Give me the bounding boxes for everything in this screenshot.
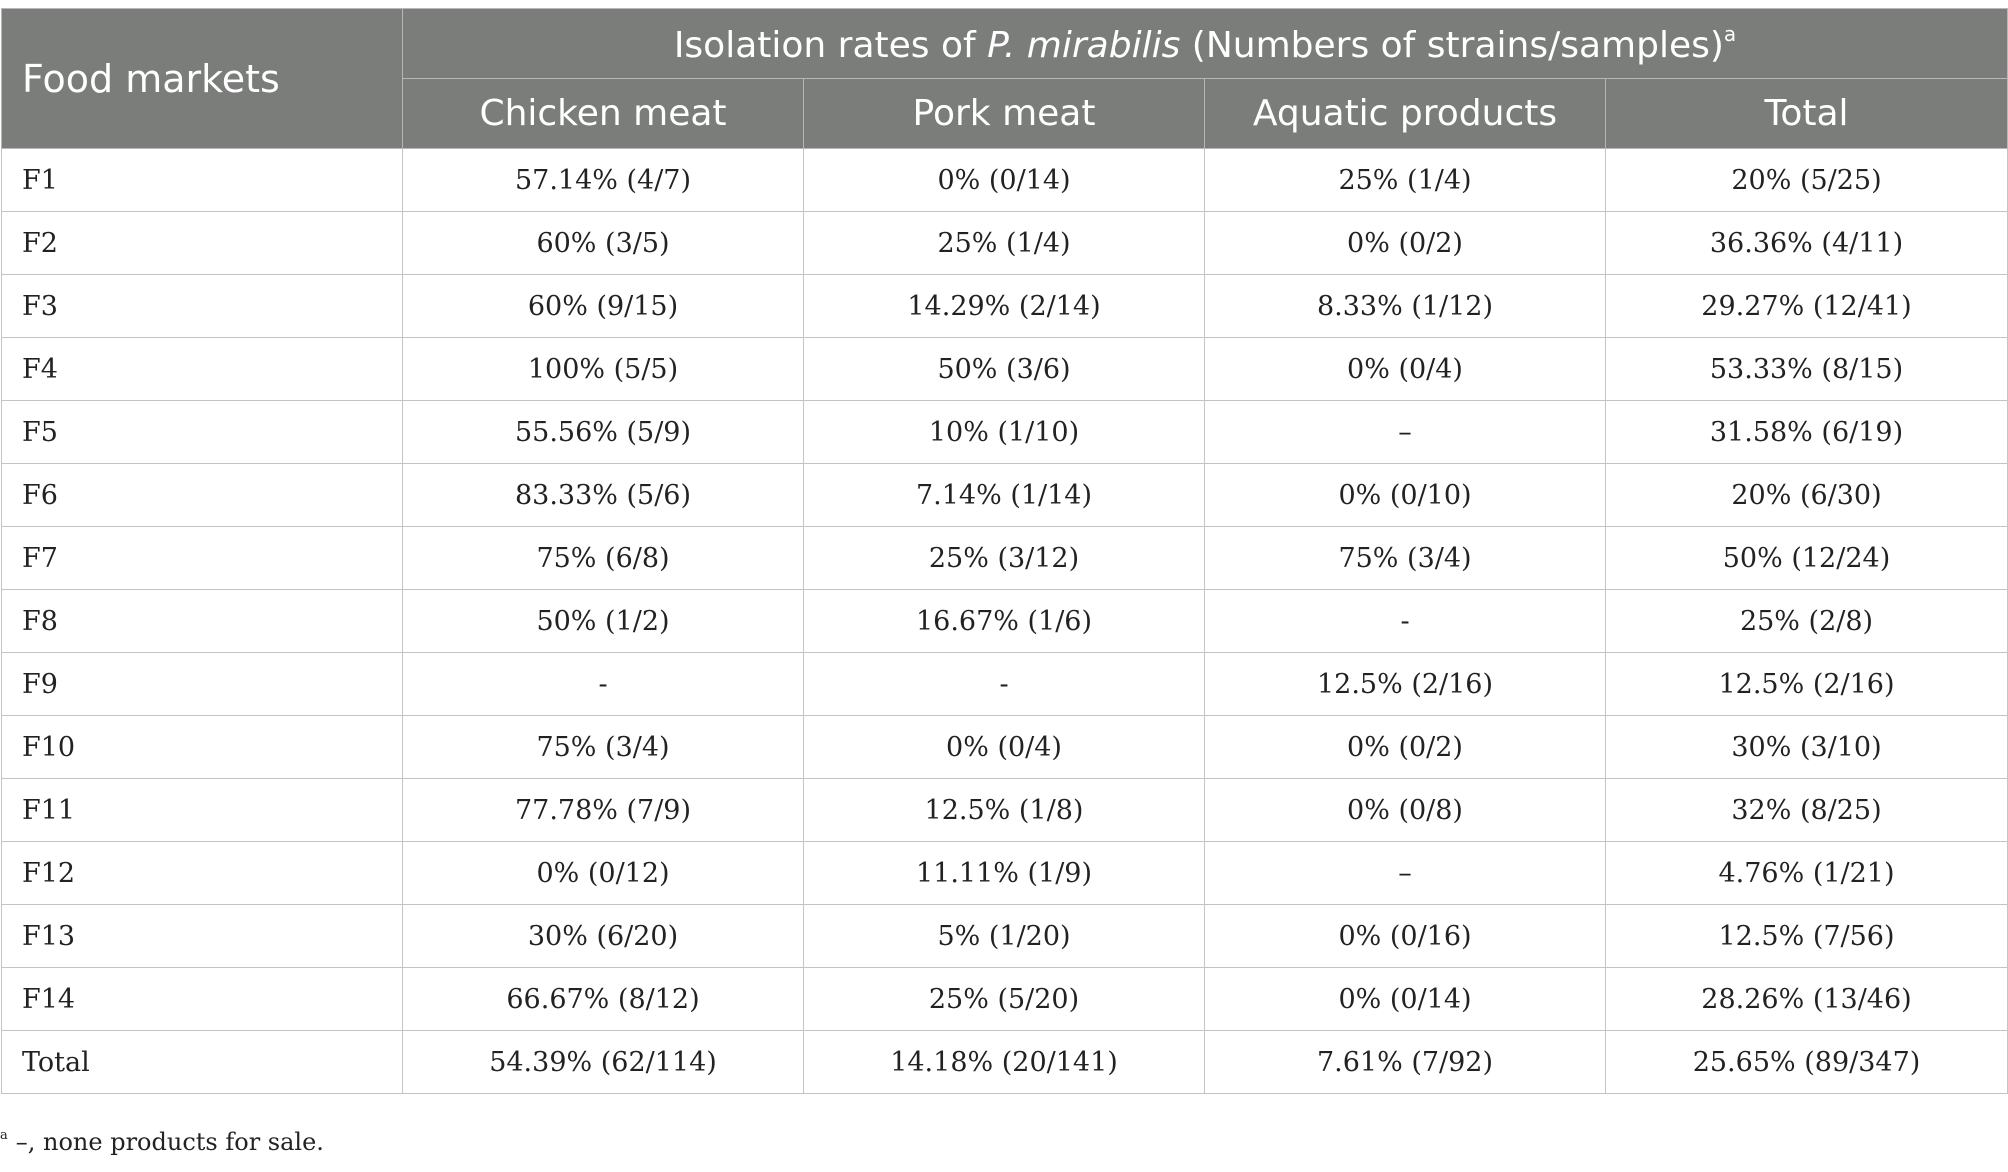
pork-meat-cell: - bbox=[804, 653, 1205, 716]
total-cell: 50% (12/24) bbox=[1606, 527, 2008, 590]
aquatic-products-cell: 12.5% (2/16) bbox=[1205, 653, 1606, 716]
table-header bbox=[2, 9, 2008, 149]
aquatic-products-cell: – bbox=[1205, 401, 1606, 464]
chicken-meat-cell: 75% (6/8) bbox=[403, 527, 804, 590]
pork-meat-cell: 5% (1/20) bbox=[804, 905, 1205, 968]
table-row bbox=[2, 716, 2008, 779]
isolation-rates-table bbox=[1, 8, 2008, 1094]
chicken-meat-cell: 0% (0/12) bbox=[403, 842, 804, 905]
market-cell: F8 bbox=[2, 590, 403, 653]
aquatic-products-cell: 25% (1/4) bbox=[1205, 149, 1606, 212]
total-cell: 12.5% (2/16) bbox=[1606, 653, 2008, 716]
chicken-meat-cell: 30% (6/20) bbox=[403, 905, 804, 968]
total-cell: 20% (5/25) bbox=[1606, 149, 2008, 212]
pork-meat-cell: 7.14% (1/14) bbox=[804, 464, 1205, 527]
market-cell: F10 bbox=[2, 716, 403, 779]
table-row bbox=[2, 464, 2008, 527]
market-cell: F14 bbox=[2, 968, 403, 1031]
column-header-chicken-meat: Chicken meat bbox=[403, 79, 804, 149]
pork-meat-cell: 11.11% (1/9) bbox=[804, 842, 1205, 905]
food-markets-header: Food markets bbox=[2, 9, 403, 149]
market-cell: Total bbox=[2, 1031, 403, 1094]
column-header-total: Total bbox=[1606, 79, 2008, 149]
chicken-meat-cell: 60% (9/15) bbox=[403, 275, 804, 338]
pork-meat-cell: 25% (1/4) bbox=[804, 212, 1205, 275]
aquatic-products-cell: 7.61% (7/92) bbox=[1205, 1031, 1606, 1094]
total-cell: 29.27% (12/41) bbox=[1606, 275, 2008, 338]
chicken-meat-cell: 66.67% (8/12) bbox=[403, 968, 804, 1031]
total-cell: 30% (3/10) bbox=[1606, 716, 2008, 779]
total-cell: 28.26% (13/46) bbox=[1606, 968, 2008, 1031]
market-cell: F2 bbox=[2, 212, 403, 275]
table-row bbox=[2, 149, 2008, 212]
chicken-meat-cell: - bbox=[403, 653, 804, 716]
pork-meat-cell: 25% (5/20) bbox=[804, 968, 1205, 1031]
pork-meat-cell: 0% (0/14) bbox=[804, 149, 1205, 212]
chicken-meat-cell: 57.14% (4/7) bbox=[403, 149, 804, 212]
market-cell: F1 bbox=[2, 149, 403, 212]
column-header-pork-meat: Pork meat bbox=[804, 79, 1205, 149]
aquatic-products-cell: 0% (0/2) bbox=[1205, 212, 1606, 275]
market-cell: F5 bbox=[2, 401, 403, 464]
pork-meat-cell: 12.5% (1/8) bbox=[804, 779, 1205, 842]
aquatic-products-cell: - bbox=[1205, 590, 1606, 653]
footnote-mark: a bbox=[0, 1128, 8, 1143]
aquatic-products-cell: 8.33% (1/12) bbox=[1205, 275, 1606, 338]
market-cell: F4 bbox=[2, 338, 403, 401]
table-row bbox=[2, 275, 2008, 338]
aquatic-products-cell: 0% (0/16) bbox=[1205, 905, 1606, 968]
table-row bbox=[2, 1031, 2008, 1094]
pork-meat-cell: 14.29% (2/14) bbox=[804, 275, 1205, 338]
header-row-group bbox=[2, 9, 2008, 79]
table-body bbox=[2, 149, 2008, 1094]
market-cell: F11 bbox=[2, 779, 403, 842]
market-cell: F13 bbox=[2, 905, 403, 968]
chicken-meat-cell: 100% (5/5) bbox=[403, 338, 804, 401]
isolation-rates-group-header bbox=[403, 9, 2008, 79]
pork-meat-cell: 25% (3/12) bbox=[804, 527, 1205, 590]
pork-meat-cell: 50% (3/6) bbox=[804, 338, 1205, 401]
group-header-species: P. mirabilis bbox=[987, 24, 1181, 66]
chicken-meat-cell: 83.33% (5/6) bbox=[403, 464, 804, 527]
table-row bbox=[2, 590, 2008, 653]
total-cell: 12.5% (7/56) bbox=[1606, 905, 2008, 968]
aquatic-products-cell: 0% (0/2) bbox=[1205, 716, 1606, 779]
footnote-text: –, none products for sale. bbox=[15, 1128, 324, 1156]
total-cell: 4.76% (1/21) bbox=[1606, 842, 2008, 905]
aquatic-products-cell: 0% (0/14) bbox=[1205, 968, 1606, 1031]
total-cell: 32% (8/25) bbox=[1606, 779, 2008, 842]
table-row bbox=[2, 905, 2008, 968]
aquatic-products-cell: 0% (0/4) bbox=[1205, 338, 1606, 401]
total-cell: 53.33% (8/15) bbox=[1606, 338, 2008, 401]
table-row bbox=[2, 842, 2008, 905]
chicken-meat-cell: 55.56% (5/9) bbox=[403, 401, 804, 464]
group-header-footnote-mark: a bbox=[1723, 21, 1737, 46]
total-cell: 20% (6/30) bbox=[1606, 464, 2008, 527]
pork-meat-cell: 16.67% (1/6) bbox=[804, 590, 1205, 653]
aquatic-products-cell: 75% (3/4) bbox=[1205, 527, 1606, 590]
pork-meat-cell: 14.18% (20/141) bbox=[804, 1031, 1205, 1094]
market-cell: F7 bbox=[2, 527, 403, 590]
group-header-suffix: (Numbers of strains/samples) bbox=[1180, 24, 1724, 66]
table-row bbox=[2, 401, 2008, 464]
total-cell: 25.65% (89/347) bbox=[1606, 1031, 2008, 1094]
market-cell: F3 bbox=[2, 275, 403, 338]
group-header-prefix: Isolation rates of bbox=[673, 24, 988, 66]
aquatic-products-cell: 0% (0/8) bbox=[1205, 779, 1606, 842]
isolation-rates-table-container bbox=[0, 8, 2008, 1094]
chicken-meat-cell: 75% (3/4) bbox=[403, 716, 804, 779]
market-cell: F6 bbox=[2, 464, 403, 527]
table-row bbox=[2, 779, 2008, 842]
pork-meat-cell: 10% (1/10) bbox=[804, 401, 1205, 464]
total-cell: 31.58% (6/19) bbox=[1606, 401, 2008, 464]
chicken-meat-cell: 60% (3/5) bbox=[403, 212, 804, 275]
table-row bbox=[2, 653, 2008, 716]
chicken-meat-cell: 54.39% (62/114) bbox=[403, 1031, 804, 1094]
table-row bbox=[2, 527, 2008, 590]
aquatic-products-cell: – bbox=[1205, 842, 1606, 905]
aquatic-products-cell: 0% (0/10) bbox=[1205, 464, 1606, 527]
pork-meat-cell: 0% (0/4) bbox=[804, 716, 1205, 779]
market-cell: F12 bbox=[2, 842, 403, 905]
table-row bbox=[2, 338, 2008, 401]
market-cell: F9 bbox=[2, 653, 403, 716]
column-header-aquatic-products: Aquatic products bbox=[1205, 79, 1606, 149]
table-footnote bbox=[0, 1128, 324, 1156]
table-row bbox=[2, 212, 2008, 275]
table-row bbox=[2, 968, 2008, 1031]
chicken-meat-cell: 77.78% (7/9) bbox=[403, 779, 804, 842]
total-cell: 36.36% (4/11) bbox=[1606, 212, 2008, 275]
total-cell: 25% (2/8) bbox=[1606, 590, 2008, 653]
chicken-meat-cell: 50% (1/2) bbox=[403, 590, 804, 653]
